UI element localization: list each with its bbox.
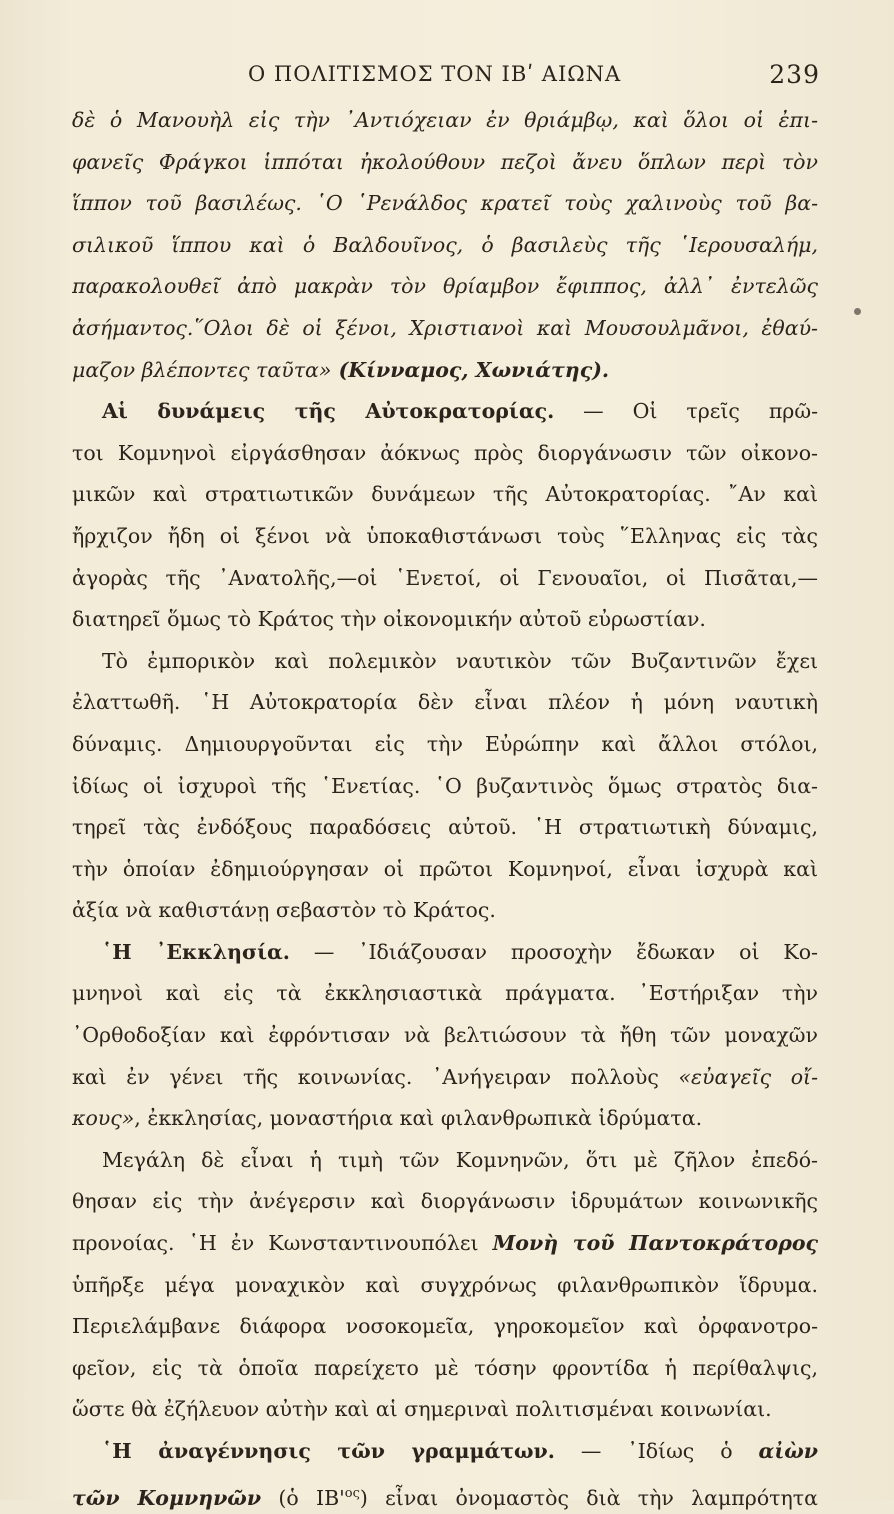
text-line: ἀγορὰς τῆς ᾿Ανατολῆς,—οἱ ῾Ενετοί, οἱ Γενουαῖοι, οἱ Πισᾶται,—	[72, 565, 818, 590]
section-heading: ῾Η ἀναγέννησις τῶν γραμμάτων.	[102, 1439, 555, 1463]
text-line: ἤρχιζον ἤδη οἱ ξένοι νὰ ὑποκαθιστάνωσι τοὺς ῞Ελληνας εἰς τὰς	[72, 523, 818, 548]
text-line: ᾿Ορθοδοξίαν καὶ ἐφρόντισαν νὰ βελτιώσουν τὰ ἤθη τῶν μοναχῶν	[72, 1023, 818, 1048]
text-line: ἰδίως οἱ ἰσχυροὶ τῆς ῾Ενετίας. ῾Ο βυζαντινὸς ὅμως στρατὸς δια-	[72, 773, 818, 798]
text-line: ὑπῆρξε μέγα μοναχικὸν καὶ συγχρόνως φιλανθρωπικὸν ἵδρυμα.	[72, 1272, 818, 1297]
text-line: ἵππον τοῦ βασιλέως. ῾Ο ῾Ρενάλδος κρατεῖ τοὺς χαλινοὺς τοῦ βα-	[72, 191, 818, 216]
text-line: ἐλαττωθῆ. ῾Η Αὐτοκρατορία δὲν εἶναι πλέον ἡ μόνη ναυτικὴ	[72, 690, 818, 715]
text-line: σιλικοῦ ἵππου καὶ ὁ Βαλδουῖνος, ὁ βασιλεὺς τῆς ῾Ιερουσαλήμ,	[72, 232, 818, 257]
text-line: Περιελάμβανε διάφορα νοσοκομεῖα, γηροκομεῖον καὶ ὀρφανοτρο-	[72, 1314, 818, 1339]
text-line: τηρεῖ τὰς ἐνδόξους παραδόσεις αὐτοῦ. ῾Η στρατιωτικὴ δύναμις,	[72, 815, 818, 840]
text-line: μικῶν καὶ στρατιωτικῶν δυνάμεων τῆς Αὐτοκρατορίας. ῎Αν καὶ	[72, 482, 818, 507]
emphasis-monastery: Μονὴ τοῦ Παντοκράτορος	[492, 1231, 818, 1256]
text-line: προνοίας. ῾Η ἐν Κωνσταντινουπόλει Μονὴ τοῦ Παντοκράτορος	[72, 1231, 818, 1256]
text-line: κους», ἐκκλησίας, μοναστήρια καὶ φιλανθρωπικὰ ἱδρύματα.	[72, 1106, 703, 1131]
header-title: Ο ΠΟΛΙΤΙΣΜΟΣ ΤΟΝ ΙΒʹ ΑΙΩΝΑ	[248, 62, 622, 86]
text-line: δὲ ὁ Μανουὴλ εἰς τὴν ᾿Αντιόχειαν ἐν θριάμβῳ, καὶ ὅλοι οἱ ἐπι-	[72, 108, 818, 132]
section-heading: ῾Η ᾿Εκκλησία.	[102, 939, 290, 964]
text-line: μνηνοὶ καὶ εἰς τὰ ἐκκλησιαστικὰ πράγματα. ᾿Εστήριξαν τὴν	[72, 981, 818, 1006]
running-header	[248, 62, 828, 92]
source-citation: (Κίνναμος, Χωνιάτης).	[331, 357, 610, 382]
text-line: Τὸ ἐμπορικὸν καὶ πολεμικὸν ναυτικὸν τῶν Βυζαντινῶν ἔχει	[102, 648, 818, 673]
text-line: τὴν ὁποίαν ἐδημιούργησαν οἱ πρῶτοι Κομνηνοί, εἶναι ἰσχυρὰ καὶ	[72, 856, 818, 881]
text-line: παρακολουθεῖ ἀπὸ μακρὰν τὸν θρίαμβον ἔφιππος, ἀλλ᾿ ἐντελῶς	[72, 274, 818, 299]
page-number: 239	[769, 60, 820, 89]
text-line: καὶ ἐν γένει τῆς κοινωνίας. ᾿Ανήγειραν πολλοὺς «εὐαγεῖς οἴ-	[72, 1064, 818, 1089]
text-line: ἀξία νὰ καθιστάνῃ σεβαστὸν τὸ Κράτος.	[72, 898, 496, 923]
section-heading-line: ῾Η ἀναγέννησις τῶν γραμμάτων. — ᾿Ιδίως ὁ αἰὼν	[102, 1439, 818, 1463]
text-line: μαζον βλέποντες ταῦτα» (Κίνναμος, Χωνιάτης).	[72, 357, 610, 382]
text-line: διατηρεῖ ὅμως τὸ Κράτος τὴν οἰκονομικήν αὐτοῦ εὐρωστίαν.	[72, 607, 706, 632]
text-line: ἀσήμαντος.῞Ολοι δὲ οἱ ξένοι, Χριστιανοὶ καὶ Μουσουλμᾶνοι, ἐθαύ-	[72, 315, 818, 340]
text-line: ὥστε θὰ ἐζήλευον αὐτὴν καὶ αἱ σημεριναὶ πολιτισμέναι κοινωνίαι.	[72, 1397, 772, 1422]
text-line: Μεγάλη δὲ εἶναι ἡ τιμὴ τῶν Κομνηνῶν, ὅτι μὲ ζῆλον ἐπεδό-	[102, 1147, 818, 1172]
text-line: φανεῖς Φράγκοι ἱππόται ἠκολούθουν πεζοὶ ἄνευ ὅπλων περὶ τὸν	[72, 149, 818, 174]
text-line: φεῖον, εἰς τὰ ὁποῖα παρείχετο μὲ τόσην φροντίδα ἡ περίθαλψις,	[72, 1355, 818, 1380]
text-line: δύναμις. Δημιουργοῦνται εἰς τὴν Εὐρώπην καὶ ἄλλοι στόλοι,	[72, 731, 818, 756]
section-heading-line: Αἱ δυνάμεις τῆς Αὐτοκρατορίας. — Οἱ τρεῖς πρῶ-	[102, 399, 818, 424]
section-heading: Αἱ δυνάμεις τῆς Αὐτοκρατορίας.	[102, 399, 555, 424]
text-line: θησαν εἰς τὴν ἀνέγερσιν καὶ διοργάνωσιν ἱδρυμάτων κοινωνικῆς	[72, 1189, 818, 1214]
page-body-text	[72, 100, 818, 1514]
text-line: τοι Κομνηνοὶ εἰργάσθησαν ἀόκνως πρὸς διοργάνωσιν τῶν οἰκονο-	[72, 440, 818, 465]
section-heading-line: ῾Η ᾿Εκκλησία. — ᾿Ιδιάζουσαν προσοχὴν ἔδωκαν οἱ Κο-	[102, 939, 818, 964]
margin-mark	[854, 308, 861, 315]
text-line: τῶν Κομνηνῶν (ὁ $IB'^{o\varsigma}$) εἶναι ὀνομαστὸς διὰ τὴν λαμπρότητα	[72, 1485, 818, 1510]
